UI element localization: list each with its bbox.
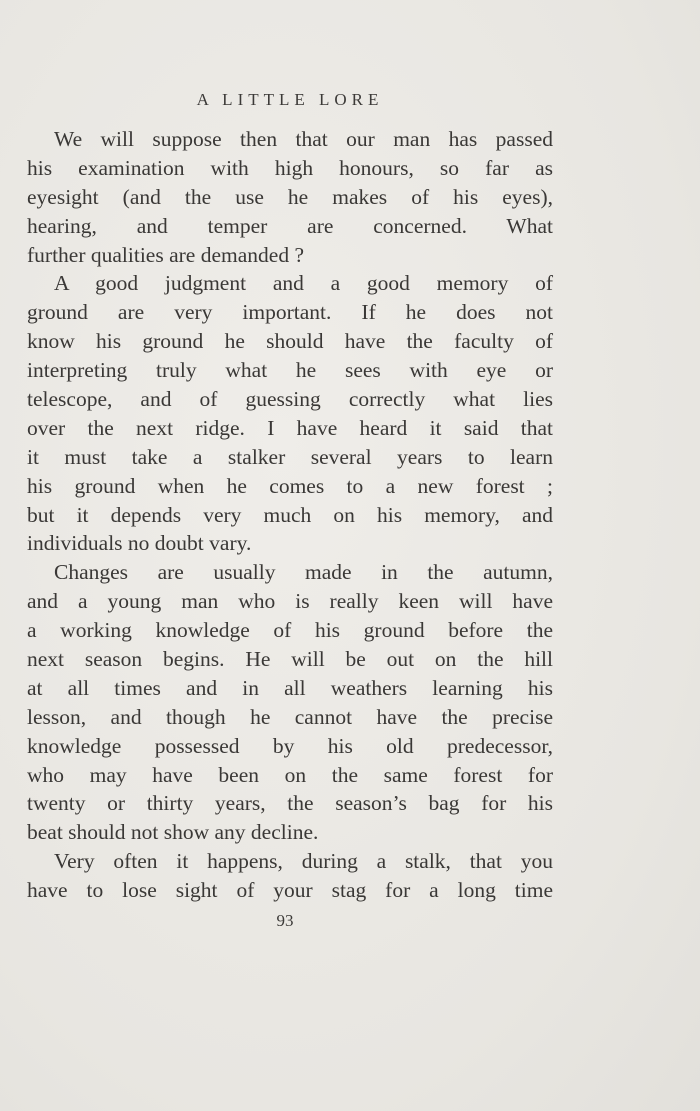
text-line: knowledge possessed by his old predecessor, <box>27 733 553 758</box>
page-number: 93 <box>276 911 294 930</box>
text-line: Very often it happens, during a stalk, that you <box>54 849 553 874</box>
text-line: at all times and in all weathers learning his <box>27 675 553 700</box>
text-line: his examination with high honours, so far as <box>27 155 553 180</box>
text-line: interpreting truly what he sees with eye or <box>27 358 553 383</box>
text-line: Changes are usually made in the autumn, <box>54 560 553 585</box>
text-line: beat should not show any decline. <box>27 820 319 845</box>
text-line: hearing, and temper are concerned. What <box>27 213 553 238</box>
text-line: twenty or thirty years, the season’s bag for his <box>27 791 553 816</box>
body-text <box>27 125 553 905</box>
text-line: A good judgment and a good memory of <box>54 271 553 296</box>
text-line: individuals no doubt vary. <box>27 531 252 556</box>
text-line: it must take a stalker several years to learn <box>27 444 553 469</box>
text-line: a working knowledge of his ground before the <box>27 618 553 643</box>
text-line: over the next ridge. I have heard it said that <box>27 415 553 440</box>
text-line: his ground when he comes to a new forest ; <box>27 473 553 498</box>
text-line: and a young man who is really keen will have <box>27 589 553 614</box>
text-line: telescope, and of guessing correctly what lies <box>27 387 553 412</box>
text-line: ground are very important. If he does not <box>27 300 553 325</box>
text-line: know his ground he should have the faculty of <box>27 329 553 354</box>
text-line: next season begins. He will be out on the hill <box>27 647 553 672</box>
text-line: have to lose sight of your stag for a long time <box>27 878 553 903</box>
text-line: who may have been on the same forest for <box>27 762 553 787</box>
text-line: We will suppose then that our man has passed <box>54 127 553 151</box>
text-line: further qualities are demanded ? <box>27 242 304 267</box>
running-head: A LITTLE LORE <box>196 90 384 109</box>
text-line: but it depends very much on his memory, and <box>27 502 553 527</box>
text-line: eyesight (and the use he makes of his eyes), <box>27 184 553 209</box>
text-line: lesson, and though he cannot have the precise <box>27 704 553 729</box>
